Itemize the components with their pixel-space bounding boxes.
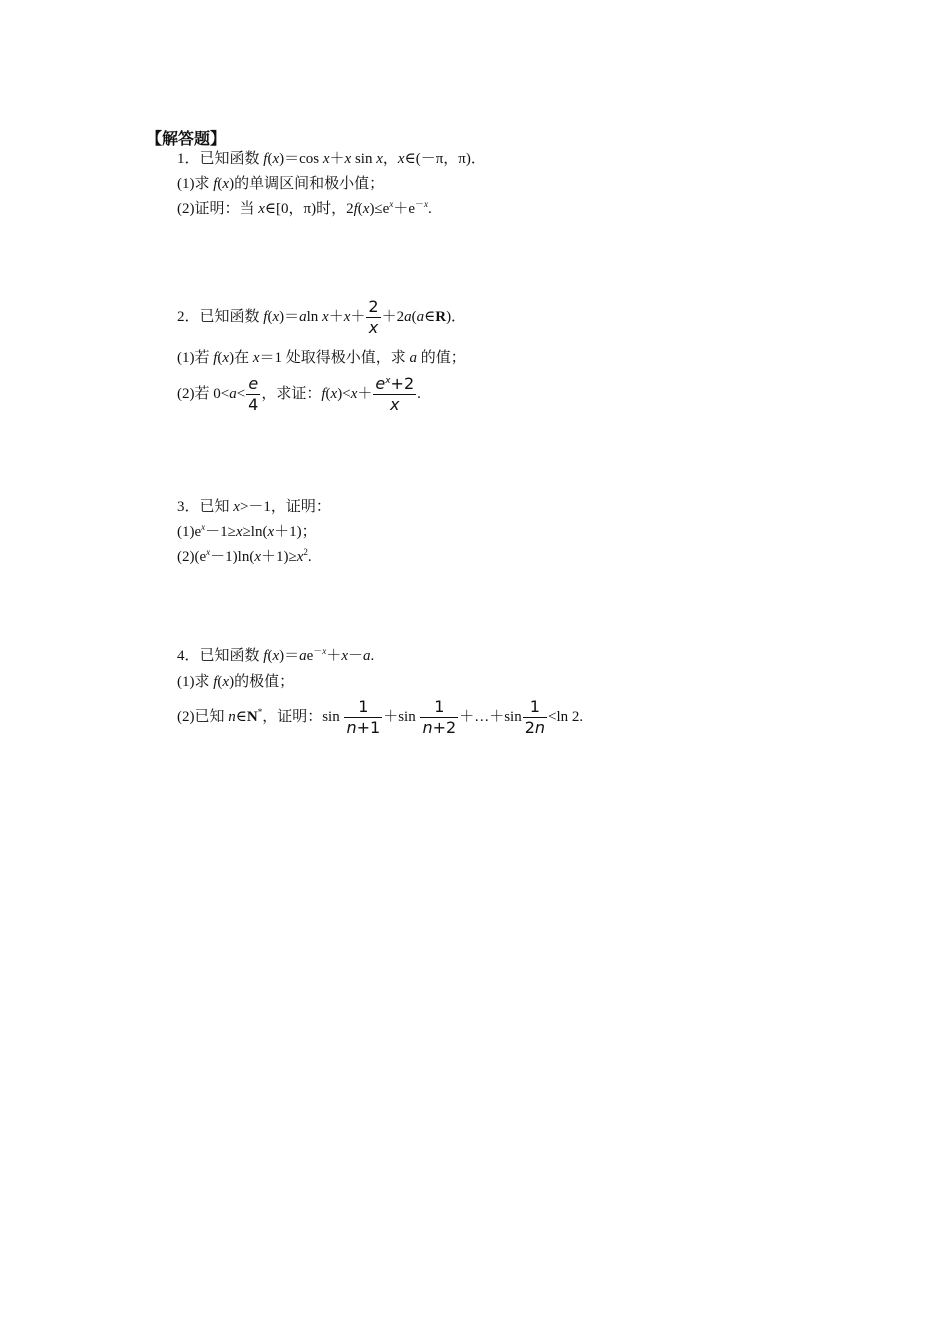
- fraction-1-over-n-plus-1: $\frac{1}{n+1}$: [346, 697, 381, 737]
- problem-2-statement: 2．已知函数 f(x)＝aln x＋x＋ $\frac{2}{x}$ ＋2a(a∈R)．: [177, 297, 467, 337]
- problem-1-part-2: (2)证明：当 x∈[0，π)时，$2f(x)\le e^x+e^{-x}$.: [177, 199, 432, 217]
- problem-4-part-2: (2)已知 n∈N*，证明：sin $\frac{1}{n+1}$ ＋sin $\frac{1}{n+2}$ ＋…＋sin $\frac{1}{2n}$ <ln 2.: [177, 697, 584, 737]
- problem-1-statement: 1．已知函数 f(x)＝cos x＋x sin x，x∈(－π，π)．: [177, 151, 486, 167]
- section-heading: 【解答题】: [146, 129, 227, 148]
- problem-2-part-1: (1)若 f(x)在 x＝1 处取得极小值，求 a 的值；: [177, 350, 466, 366]
- problem-2-part-2: (2)若 0<a< $\frac{e}{4}$ ，求证：f(x)<x＋ $\frac{e^x+2}{x}$ .: [177, 374, 421, 414]
- problem-3-part-2: $(2)(e^x-1)\ln(x+1)\ge x^2$.: [177, 547, 312, 565]
- fraction-1-over-n-plus-2: $\frac{1}{n+2}$: [422, 697, 457, 737]
- fraction-1-over-2n: $\frac{1}{2n}$: [524, 697, 546, 737]
- fraction-ex-plus-2-over-x: $\frac{e^x+2}{x}$: [375, 374, 415, 414]
- problem-1-part-1: (1)求 f(x)的单调区间和极小值；: [177, 176, 385, 192]
- problem-4-part-1: (1)求 f(x)的极值；: [177, 674, 295, 690]
- problem-3-statement: 3．已知 x>－1，证明：: [177, 499, 331, 515]
- fraction-e-over-4: $\frac{e}{4}$: [248, 374, 259, 414]
- fraction-2-over-x: $\frac{2}{x}$: [368, 297, 379, 337]
- problem-3-part-1: $(1)e^x-1\ge x\ge\ln(x+1)$；: [177, 522, 317, 540]
- problem-4-statement: 4．已知函数 $f(x)=ae^{-x}+x-a$.: [177, 646, 375, 664]
